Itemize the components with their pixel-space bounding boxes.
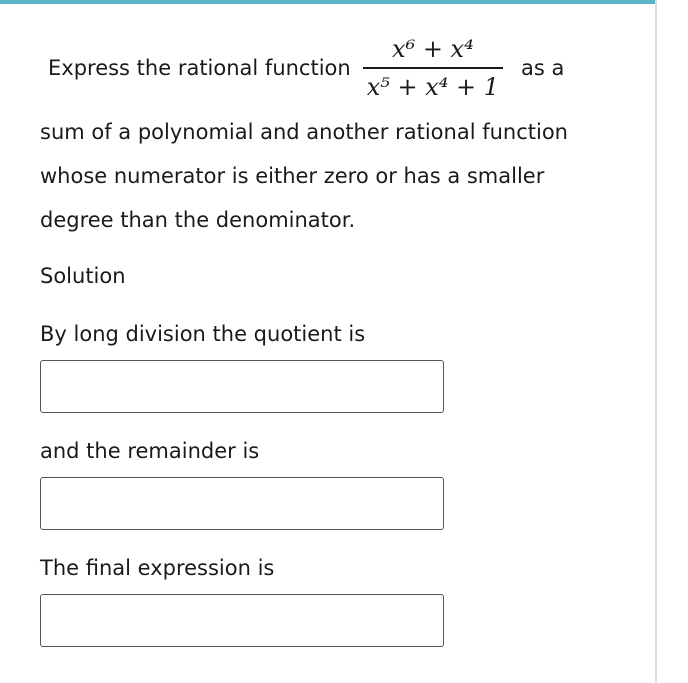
question-tail-text: as a (521, 56, 565, 80)
remainder-input[interactable] (40, 477, 444, 530)
question-lead-text: Express the rational function (48, 56, 351, 80)
question-body (40, 110, 630, 242)
solution-label: Solution (40, 264, 126, 288)
quotient-input[interactable] (40, 360, 444, 413)
question-line-2: sum of a polynomial and another rational function (40, 120, 568, 144)
question-line-3: whose numerator is either zero or has a smaller (40, 164, 545, 188)
question-panel (40, 22, 630, 647)
fraction-numerator: x⁶ + x⁴ (392, 35, 474, 63)
fraction-denominator: x⁵ + x⁴ + 1 (366, 73, 500, 101)
question-line-1 (40, 22, 630, 114)
remainder-prompt: and the remainder is (40, 439, 260, 463)
top-accent-bar (0, 0, 656, 4)
panel-right-border (655, 0, 657, 683)
quotient-prompt: By long division the quotient is (40, 322, 366, 346)
rational-function-fraction (363, 35, 503, 101)
final-expression-input[interactable] (40, 594, 444, 647)
question-line-4: degree than the denominator. (40, 208, 356, 232)
final-expression-prompt: The final expression is (40, 556, 275, 580)
